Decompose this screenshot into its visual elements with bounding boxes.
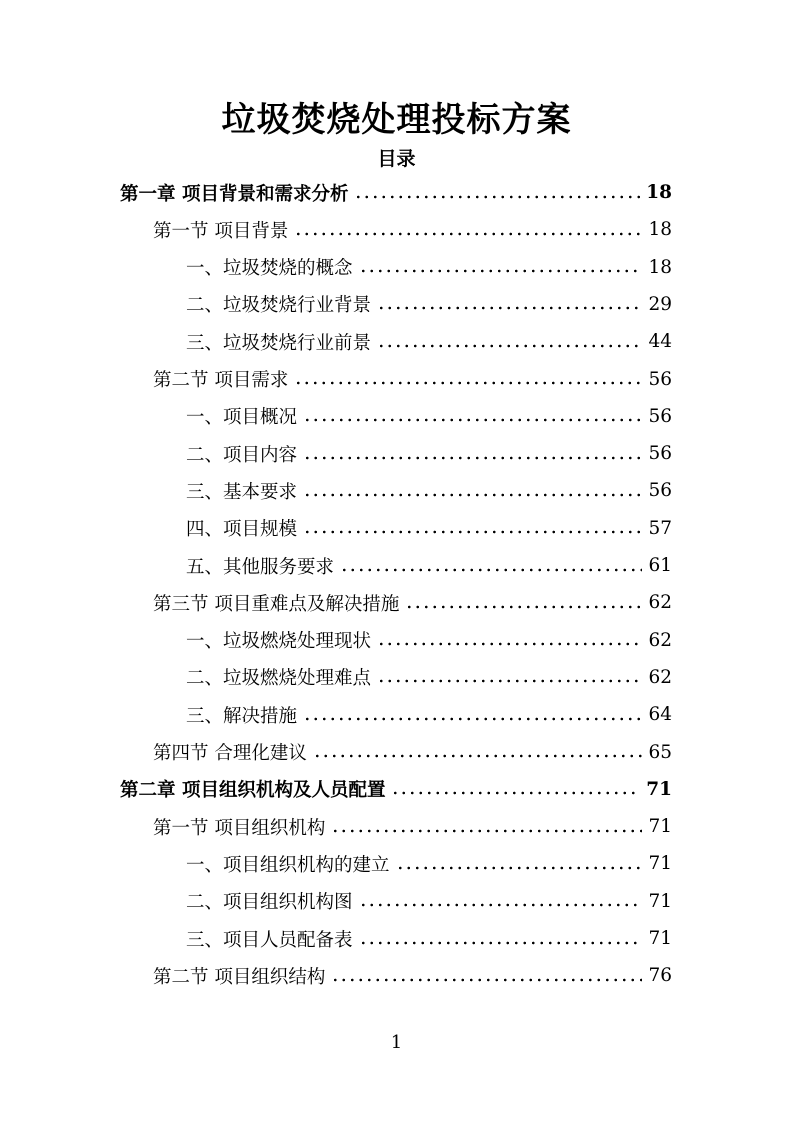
toc-dot-leader <box>377 640 642 648</box>
toc-dot-leader <box>391 789 640 797</box>
toc-entry-title: 四、项目规模 <box>186 519 298 541</box>
toc-entry-page: 71 <box>648 928 672 949</box>
toc-entry-page: 62 <box>648 629 672 651</box>
toc-dot-leader <box>294 230 642 238</box>
toc-dot-leader <box>303 491 642 499</box>
toc-entry-title: 第三节 项目重难点及解决措施 <box>153 593 400 615</box>
toc-entry-page: 56 <box>648 480 672 502</box>
toc-entry[interactable] <box>153 957 672 994</box>
toc-entry[interactable] <box>120 174 672 211</box>
toc-entry-title: 第二章 项目组织机构及人员配置 <box>120 780 386 802</box>
toc-entry[interactable] <box>186 472 672 509</box>
toc-entry-title: 二、项目组织机构图 <box>186 892 353 914</box>
toc-entry[interactable] <box>153 211 672 248</box>
toc-entry-page: 57 <box>648 517 672 539</box>
toc-entry-page: 18 <box>648 256 672 278</box>
toc-entry[interactable] <box>186 398 672 435</box>
toc-entry[interactable] <box>153 808 672 845</box>
toc-entry-title: 第二节 项目组织结构 <box>153 966 326 988</box>
toc-entry[interactable] <box>186 622 672 659</box>
toc-entry[interactable] <box>186 547 672 584</box>
toc-entry-page: 62 <box>648 666 672 688</box>
toc-dot-leader <box>294 379 642 387</box>
toc-entry-title: 三、项目人员配备表 <box>186 929 353 951</box>
toc-entry-page: 62 <box>648 592 672 614</box>
toc-entry[interactable] <box>186 659 672 696</box>
document-title: 垃圾焚烧处理投标方案 <box>221 100 572 140</box>
toc-dot-leader <box>303 454 642 462</box>
toc-entry[interactable] <box>186 883 672 920</box>
toc-entry[interactable] <box>186 920 672 957</box>
toc-entry-page: 71 <box>646 778 672 800</box>
toc-entry-page: 64 <box>648 704 672 726</box>
toc-dot-leader <box>354 193 640 201</box>
toc-dot-leader <box>396 864 643 872</box>
toc-dot-leader <box>303 528 642 536</box>
toc-entry[interactable] <box>186 845 672 882</box>
toc-entry[interactable] <box>186 696 672 733</box>
toc-entry-title: 五、其他服务要求 <box>186 556 335 578</box>
toc-dot-leader <box>359 939 643 947</box>
toc-dot-leader <box>377 342 642 350</box>
toc-dot-leader <box>340 566 642 574</box>
toc-entry-title: 第二节 项目需求 <box>153 370 289 391</box>
toc-entry-page: 56 <box>648 368 672 390</box>
toc-entry-page: 56 <box>648 405 672 427</box>
toc-entry-page: 18 <box>648 219 672 241</box>
toc-entry-title: 一、项目组织机构的建立 <box>186 854 390 876</box>
page-number: 1 <box>390 1032 403 1053</box>
toc-entry-page: 61 <box>648 555 672 576</box>
toc-dot-leader <box>377 304 642 312</box>
toc-entry[interactable] <box>120 771 672 808</box>
toc-entry-page: 71 <box>648 816 672 838</box>
toc-entry[interactable] <box>153 584 672 621</box>
toc-dot-leader <box>303 715 642 723</box>
toc-dot-leader <box>313 752 643 760</box>
toc-dot-leader <box>331 976 642 984</box>
toc-entry-page: 44 <box>648 331 672 353</box>
toc-entry-page: 29 <box>648 293 672 315</box>
toc-entry-page: 65 <box>648 741 672 763</box>
toc-entry-title: 一、垃圾焚烧的概念 <box>186 258 353 280</box>
toc-entry[interactable] <box>186 435 672 472</box>
toc-heading: 目录 <box>377 148 416 170</box>
toc-entry-title: 三、解决措施 <box>186 705 298 727</box>
toc-entry-page: 71 <box>648 890 672 912</box>
toc-entry-title: 第四节 合理化建议 <box>153 743 307 764</box>
toc-dot-leader <box>359 901 643 909</box>
toc-dot-leader <box>405 603 642 611</box>
toc-dot-leader <box>377 677 642 685</box>
toc-entry-page: 76 <box>648 965 672 987</box>
toc-entry[interactable] <box>186 323 672 360</box>
toc-dot-leader <box>359 267 643 275</box>
toc-entry-title: 三、垃圾焚烧行业前景 <box>186 332 372 354</box>
toc-entry[interactable] <box>186 286 672 323</box>
toc-entry-title: 二、垃圾燃烧处理难点 <box>186 668 372 690</box>
toc-entry[interactable] <box>153 734 672 771</box>
toc-entry-title: 三、基本要求 <box>186 481 298 503</box>
toc-entry-title: 二、垃圾焚烧行业背景 <box>186 295 372 317</box>
toc-entry-title: 一、垃圾燃烧处理现状 <box>186 631 372 653</box>
toc-dot-leader <box>331 827 642 835</box>
toc-dot-leader <box>303 416 642 424</box>
toc-entry-title: 二、项目内容 <box>186 444 298 466</box>
toc-entry-page: 56 <box>648 443 672 465</box>
toc-entry-title: 第一节 项目组织机构 <box>153 817 326 839</box>
toc-entry-title: 第一章 项目背景和需求分析 <box>120 183 349 205</box>
toc-entry[interactable] <box>186 249 672 286</box>
toc-entry-page: 71 <box>648 853 672 875</box>
toc-entry[interactable] <box>153 361 672 398</box>
toc-entry-title: 第一节 项目背景 <box>153 220 289 242</box>
toc-entry-page: 18 <box>646 182 672 203</box>
toc-entry-title: 一、项目概况 <box>186 407 298 429</box>
toc-entry[interactable] <box>186 510 672 547</box>
